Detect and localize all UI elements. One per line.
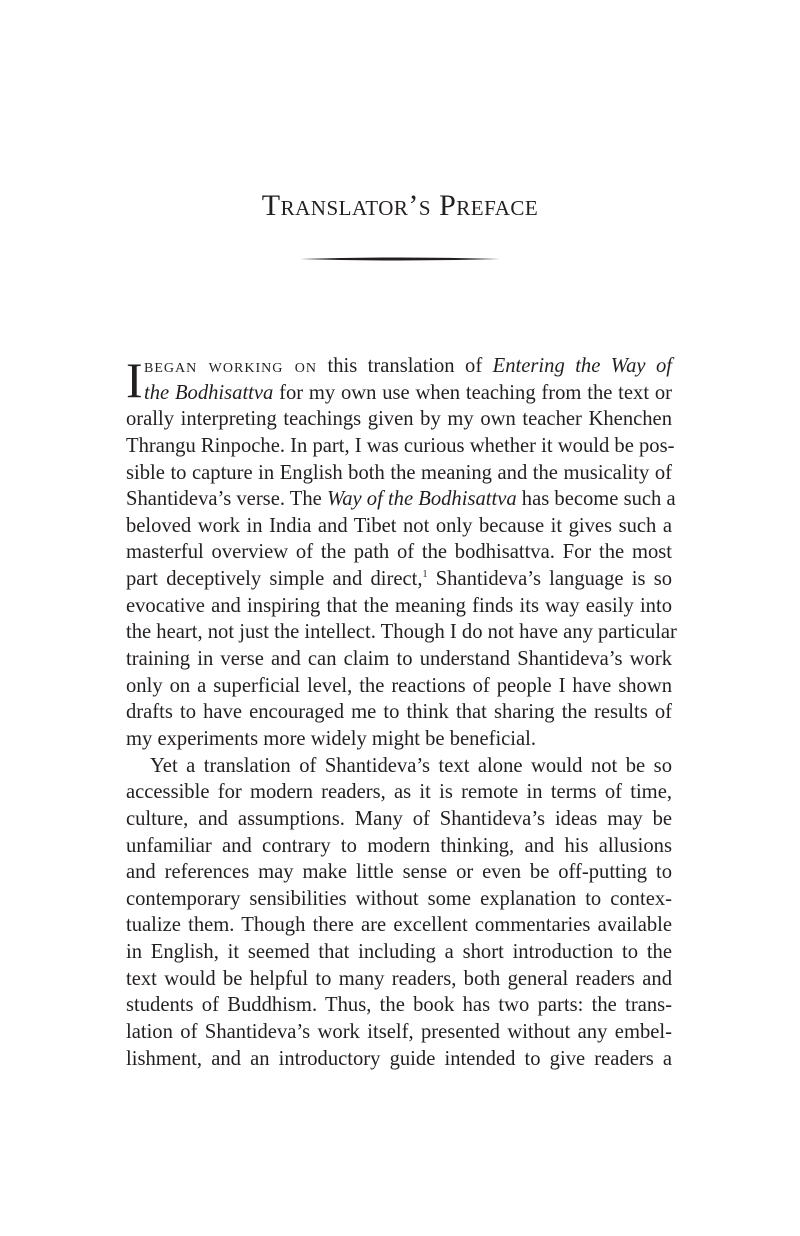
text-line: my experiments more widely might be beneficial. (126, 727, 537, 750)
text-line: lation of Shantideva’s work itself, presented without any embel- (126, 1021, 672, 1044)
book-title-italic: Entering the Way of (492, 355, 672, 377)
text-line: part deceptively simple and direct,$^1$ Shantideva’s language is so (126, 568, 673, 591)
text-line: culture, and assumptions. Many of Shantideva’s ideas may be (126, 807, 672, 830)
paragraph-2 (126, 753, 672, 1073)
chapter-title: Translator’s Preface (261, 189, 539, 222)
text-line: Thrangu Rinpoche. In part, I was curious whether it would be pos- (126, 434, 675, 457)
title-rule-ornament (300, 257, 500, 261)
text-line: text would be helpful to many readers, both general readers and (126, 967, 672, 990)
text-line: accessible for modern readers, as it is remote in terms of time, (126, 781, 672, 804)
text-line: and references may make little sense or even be off-putting to (126, 861, 672, 884)
text-line: sible to capture in English both the meaning and the musicality of (126, 461, 672, 484)
drop-cap: I (126, 352, 143, 408)
text-line: I began working on this translation of Entering the Way of (126, 352, 672, 408)
book-title-italic: Way of the Bodhisattva (326, 488, 517, 511)
body-text (126, 352, 677, 1072)
text-line: in English, it seemed that including a short introduction to the (126, 941, 672, 964)
text-line: only on a superficial level, the reactions of people I have shown (126, 674, 672, 697)
lead-in-small-caps: began working on (144, 355, 318, 377)
text-line: lishment, and an introductory guide intended to give readers a (126, 1047, 672, 1070)
text-line: beloved work in India and Tibet not only because it gives such a (126, 514, 672, 537)
text-line: drafts to have encouraged me to think that sharing the results of (126, 701, 672, 724)
text-line: training in verse and can claim to understand Shantideva’s work (126, 648, 672, 671)
text-line: masterful overview of the path of the bodhisattva. For the most (126, 541, 672, 564)
text-line: unfamiliar and contrary to modern thinking, and his allusions (126, 834, 672, 857)
text-line: students of Buddhism. Thus, the book has two parts: the trans- (126, 994, 672, 1017)
text-line: evocative and inspiring that the meaning finds its way easily into (126, 594, 672, 617)
footnote-marker[interactable]: 1 (422, 569, 428, 581)
text-line: Shantideva’s verse. The Way of the Bodhisattva has become such a (126, 488, 676, 511)
text-line: orally interpreting teachings given by my own teacher Khenchen (126, 408, 672, 431)
text-line: contemporary sensibilities without some explanation to contex- (126, 887, 672, 910)
text-line: tualize them. Though there are excellent commentaries available (126, 914, 672, 937)
book-title-italic: the Bodhisattva (144, 381, 274, 404)
text-line: the Bodhisattva for my own use when teaching from the text or (144, 381, 672, 404)
text-line: the heart, not just the intellect. Though I do not have any particular (126, 621, 677, 644)
paragraph-1 (126, 352, 677, 753)
text-line: Yet a translation of Shantideva’s text alone would not be so (150, 754, 672, 777)
